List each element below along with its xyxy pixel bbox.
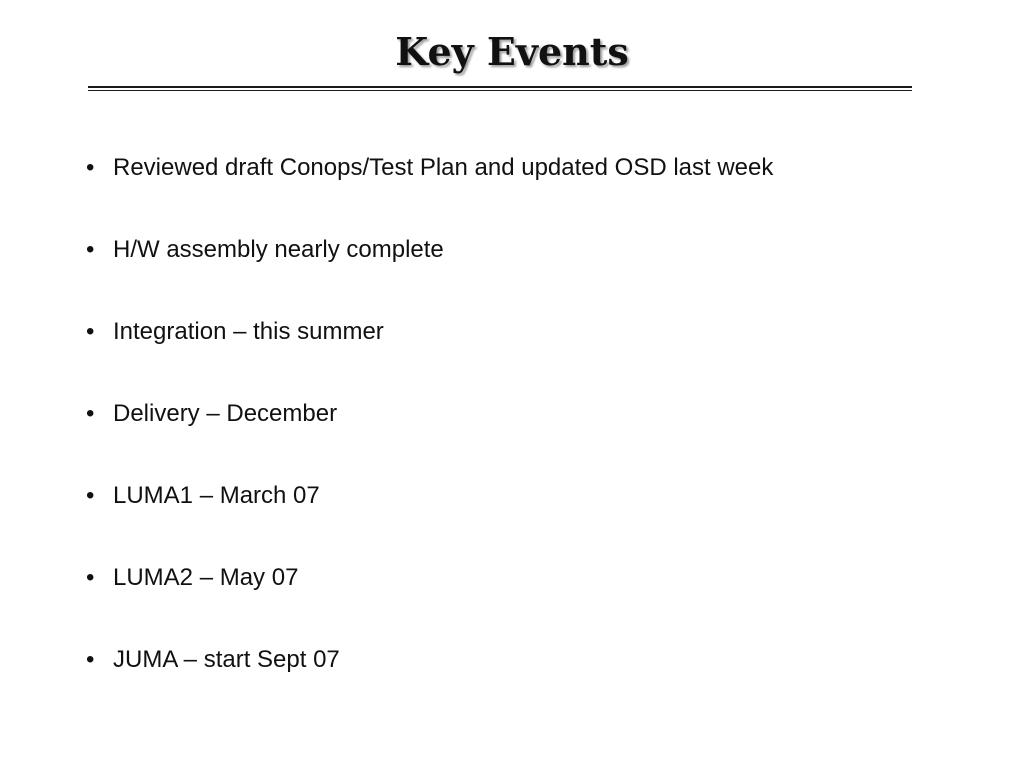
bullet-marker: • — [86, 318, 95, 345]
bullet-marker: • — [86, 236, 95, 263]
bullet-marker: • — [86, 400, 95, 427]
bullet-text: Reviewed draft Conops/Test Plan and updated OSD last week — [113, 154, 774, 181]
bullet-marker: • — [86, 154, 95, 181]
bullet-text: LUMA2 – May 07 — [113, 564, 299, 591]
bullet-text: Integration – this summer — [113, 318, 384, 345]
bullet-text: H/W assembly nearly complete — [113, 236, 444, 263]
bullet-marker: • — [86, 482, 95, 509]
bullet-text: Delivery – December — [113, 400, 338, 427]
bullet-text: JUMA – start Sept 07 — [113, 646, 340, 673]
slide-title: Key Events — [395, 29, 629, 74]
bullet-marker: • — [86, 564, 95, 591]
title-divider-bottom — [88, 90, 912, 91]
title-divider-top — [88, 86, 912, 88]
bullet-text: LUMA1 – March 07 — [113, 482, 320, 509]
bullet-marker: • — [86, 646, 95, 673]
